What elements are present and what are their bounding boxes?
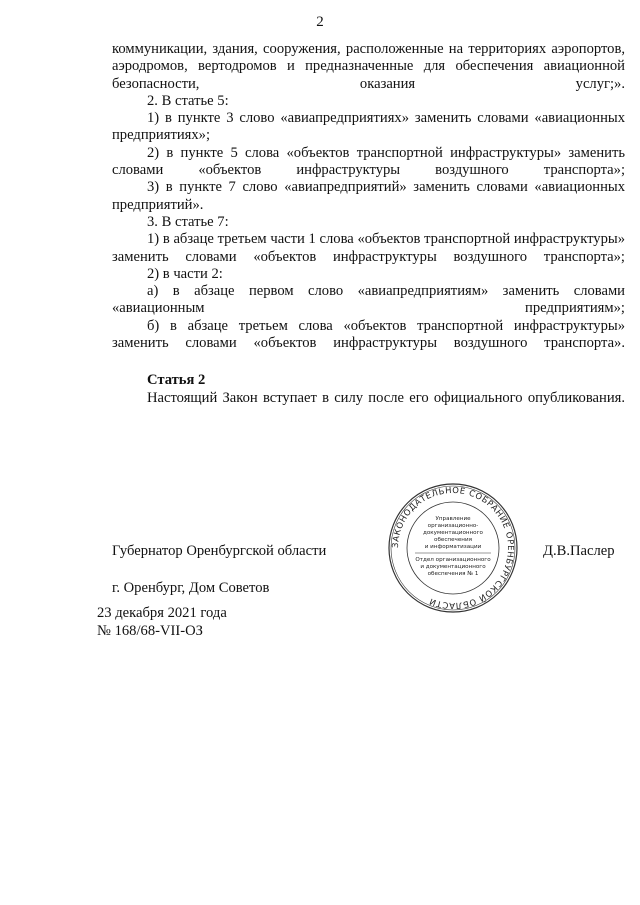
svg-text:обеспечения: обеспечения (434, 537, 472, 543)
seal-inner-text (415, 516, 491, 577)
subitem-7-2-b: б) в абзаце третьем слова «объектов транспортной инфраструктуры» заменить словами «объектов инфраструктуры воздушного транспорта». (112, 317, 625, 352)
signing-place: г. Оренбург, Дом Советов (112, 580, 270, 596)
subitem-7-1: 1) в абзаце третьем части 1 слова «объектов транспортной инфраструктуры» заменить словами «объектов инфраструктуры воздушного транспорта»; (112, 231, 625, 265)
article-2-title: Статья 2 (147, 372, 206, 389)
signing-date: 23 декабря 2021 года (97, 605, 227, 621)
official-seal (387, 482, 519, 614)
law-number: № 168/68-VII-ОЗ (97, 623, 203, 639)
svg-text:Отдел организационного: Отдел организационного (415, 557, 491, 563)
subitem-5-1: 1) в пункте 3 слово «авиапредприятиях» заменить словами «авиационных предприятиях»; (112, 110, 625, 144)
subitem-7-2: 2) в части 2: (147, 265, 223, 282)
item-article-5: 2. В статье 5: (147, 92, 229, 109)
article-2-text: Настоящий Закон вступает в силу после его официального опубликования. (147, 389, 625, 406)
subitem-5-3: 3) в пункте 7 слово «авиапредприятий» заменить словами «авиационных предприятий». (112, 179, 625, 213)
svg-text:и информатизации: и информатизации (424, 544, 482, 550)
page-number: 2 (316, 14, 324, 30)
item-article-7: 3. В статье 7: (147, 213, 229, 230)
seal-ring-text: ЗАКОНОДАТЕЛЬНОЕ СОБРАНИЕ ОРЕНБУРГСКОЙ ОБЛАСТИ (389, 484, 517, 612)
subitem-7-2-a: а) в абзаце первом слово «авиапредприятиям» заменить словами «авиационным предприятиям»; (112, 283, 625, 317)
subitem-5-2: 2) в пункте 5 слова «объектов транспортной инфраструктуры» заменить словами «объектов инфраструктуры воздушного транспорта»; (112, 144, 625, 179)
svg-text:организационно-: организационно- (427, 523, 479, 529)
svg-text:документационного: документационного (423, 530, 483, 536)
signatory-name: Д.В.Паслер (543, 543, 615, 559)
svg-text:Управление: Управление (435, 516, 471, 522)
svg-text:обеспечения № 1: обеспечения № 1 (427, 571, 479, 577)
svg-text:и документационного: и документационного (420, 564, 486, 570)
signatory-position: Губернатор Оренбургской области (112, 543, 327, 559)
paragraph-continuation: коммуникации, здания, сооружения, расположенные на территориях аэропортов, аэродромов, вертодромов и предназначенные для обеспечения авиационной безопасности, оказания услуг;». (112, 41, 625, 92)
document-body (112, 41, 625, 407)
